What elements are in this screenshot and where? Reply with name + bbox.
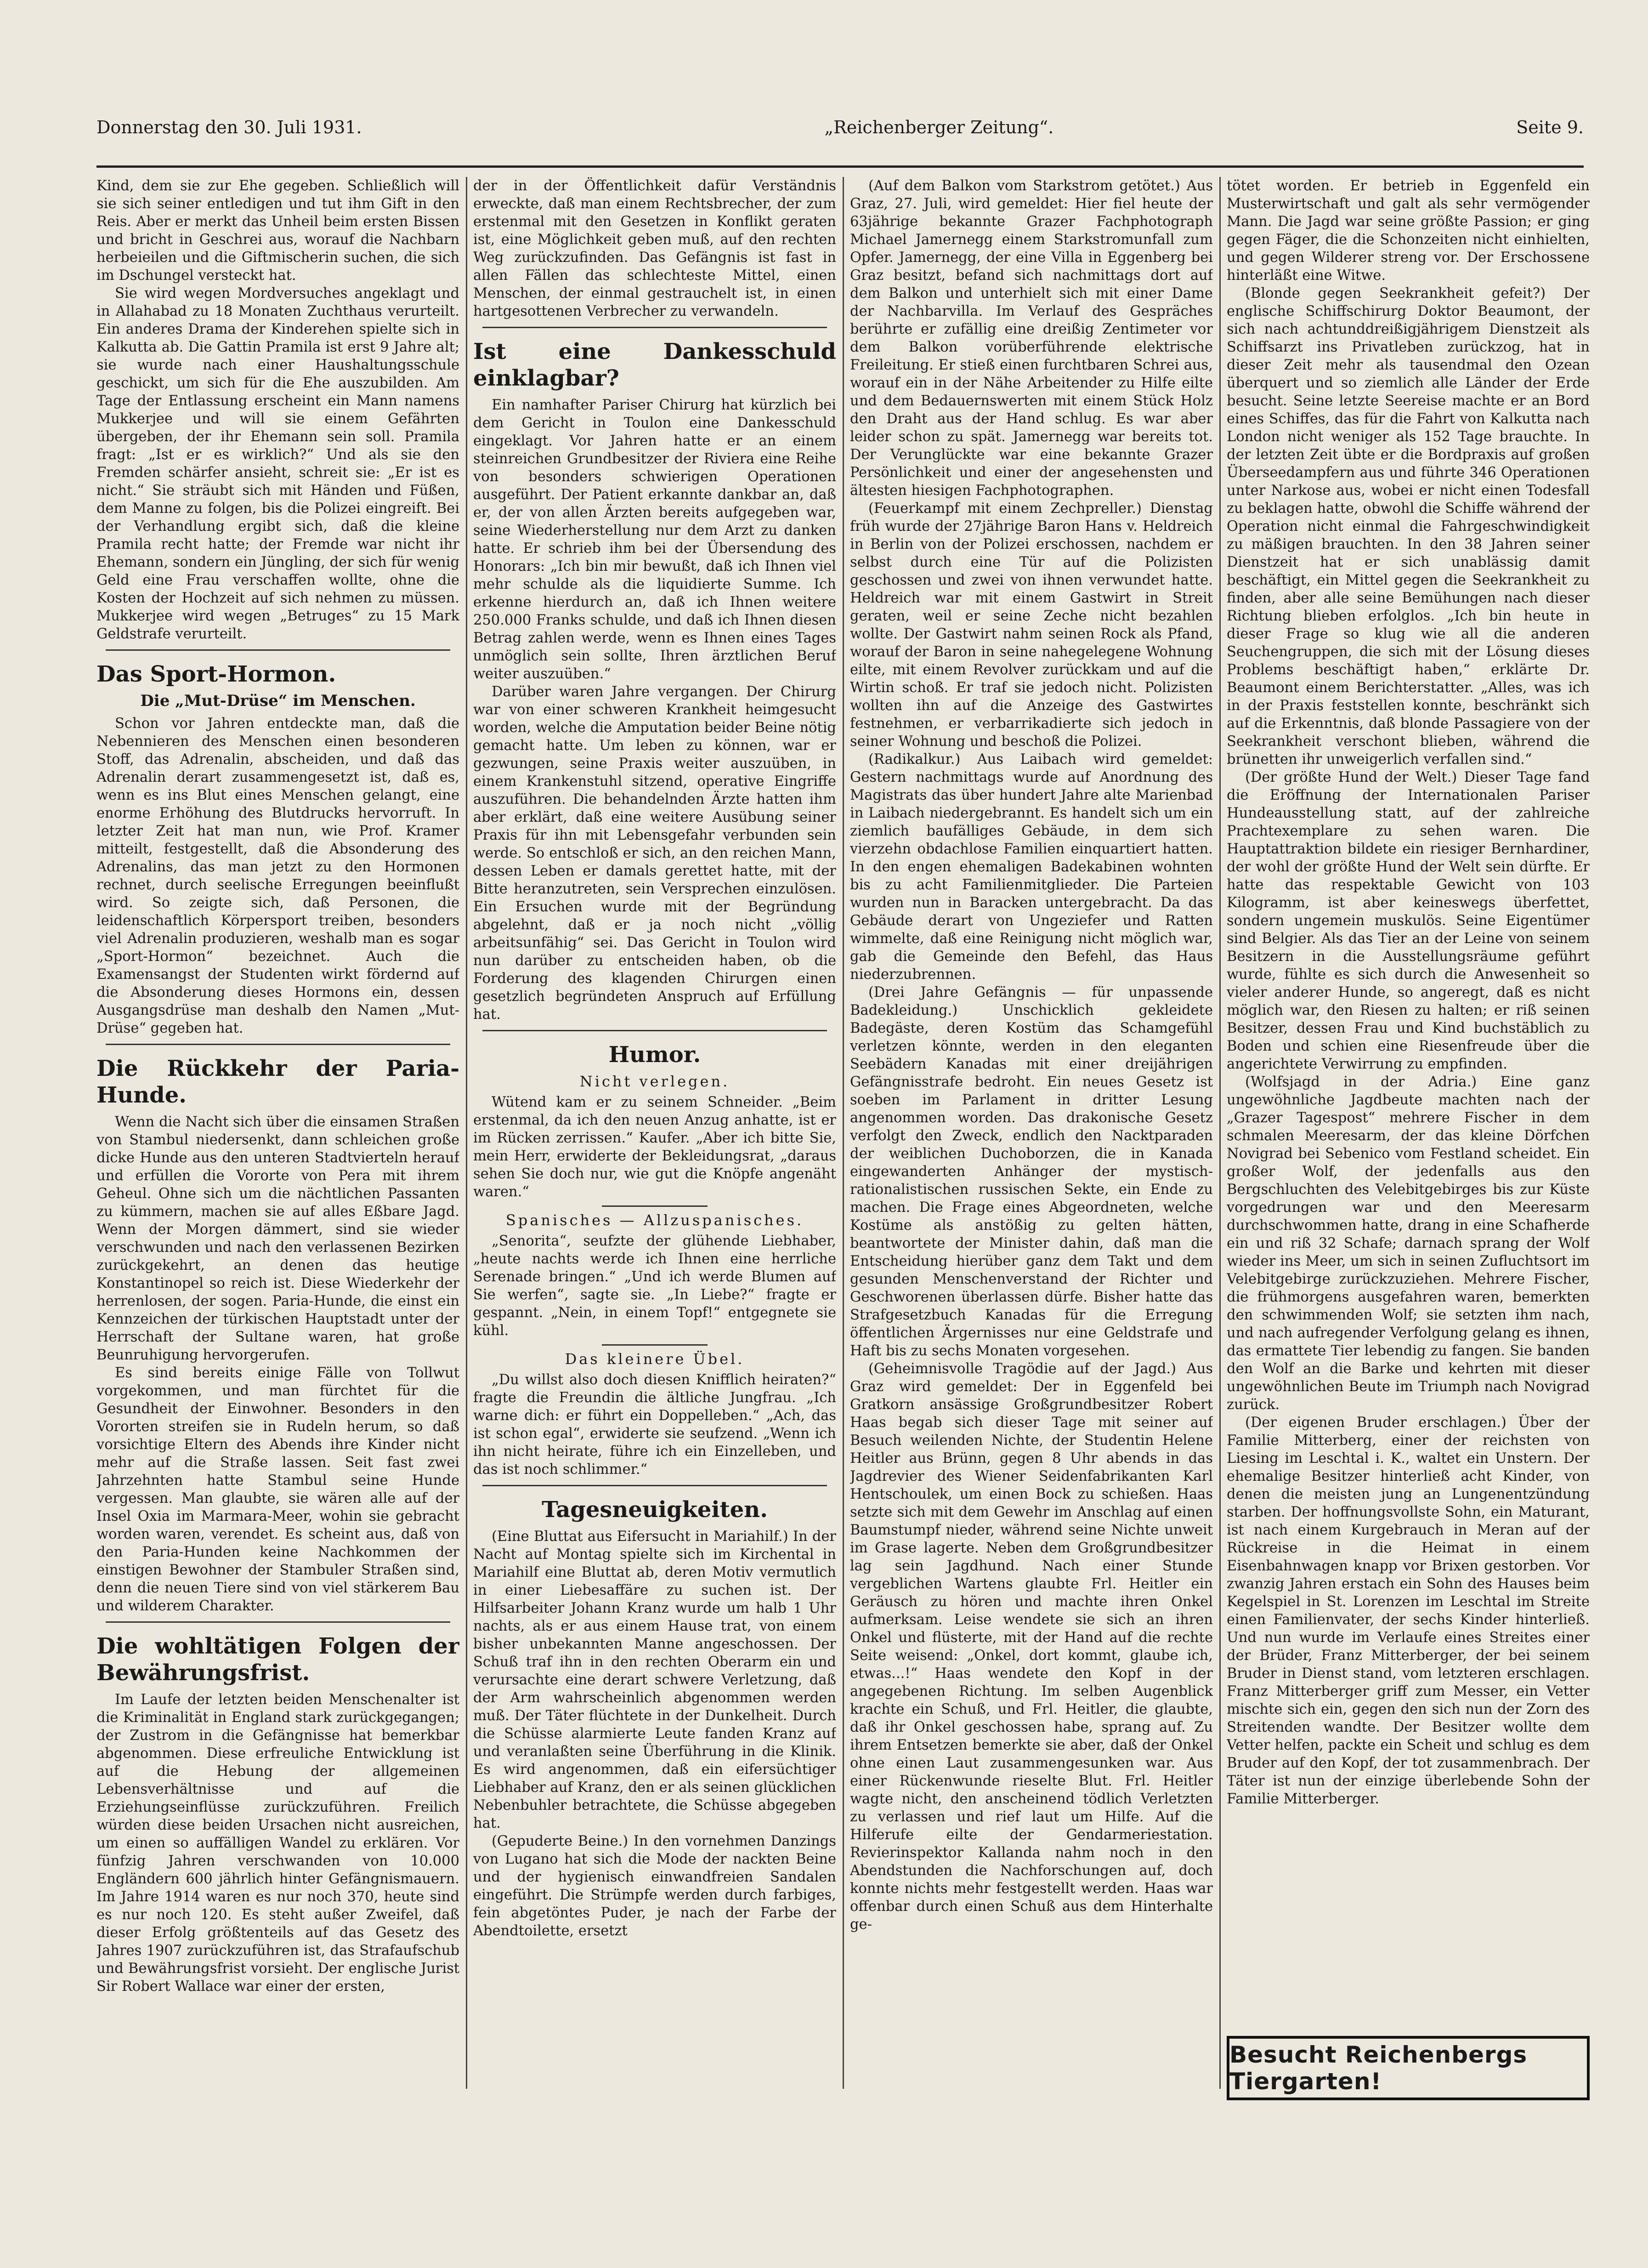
column-3: [850, 177, 1213, 2126]
article-divider: [482, 327, 827, 328]
article-text: Im Laufe der letzten beiden Menschenalter ist die Kriminalität in England stark zurückgegangen; der Zustrom in die Gefängnisse hat bemerkbar abgenommen. Diese erfreuliche Entwicklung ist auf die Hebung der allgemeinen Lebensverhältnisse und auf die Erziehungseinflüsse zurückzuführen. Freilich würden diese beiden Ursachen nicht ausreichen, um einen so auffälligen Wandel zu erklären. Vor fünfzig Jahren verschwanden von 10.000 Engländern 600 jährlich hinter Gefängnismauern. Im Jahre 1914 waren es nur noch 370, heute sind es nur noch 120. Es steht außer Zweifel, daß dieser Erfolg größtenteils auf das Gesetz des Jahres 1907 zurückzuführen ist, das Strafaufschub und Bewährungsfrist vorsieht. Der englische Jurist Sir Robert Wallace war einer der ersten,: [96, 1692, 459, 1995]
article-divider: [106, 1044, 450, 1045]
page-number: Seite 9.: [1516, 117, 1584, 137]
headline-dankesschuld: Ist eine Dankesschuld einklagbar?: [473, 339, 836, 391]
joke-title: Nicht verlegen.: [579, 1073, 730, 1090]
tiergarten-advertisement: [1227, 2036, 1590, 2100]
joke-title: Das kleinere Übel.: [565, 1350, 745, 1368]
article-text: (Drei Jahre Gefängnis — für unpassende Badekleidung.) Unschicklich gekleidete Badegäste, deren Kostüm das Schamgefühl verletzen könnte, werden in den eleganten Seebädern Kanadas mit einer dreijährigen Gefängnisstrafe bedroht. Ein neues Gesetz ist soeben im Parlament in dritter Lesung angenommen worden. Das drakonische Gesetz verfolgt den Zweck, endlich den Nacktparaden der weiblichen Duchoborzen, die in Kanada eingewanderten Anhänger der mystisch-rationalistischen russischen Sekte, ein Ende zu machen. Die Frage eines Abgeordneten, welche Kostüme als anstößig zu gelten hätten, beantwortete der Minister dahin, daß man die Entscheidung hierüber ganz dem Takt und dem gesunden Menschenverstand der Richter und Geschworenen überlassen dürfe. Bisher hatte das Strafgesetzbuch Kanadas für die Erregung öffentlichen Ärgernisses nur eine Geldstrafe und Haft bis zu sechs Monaten vorgesehen.: [850, 984, 1213, 1359]
joke-divider: [602, 1344, 708, 1346]
column-rule: [466, 177, 467, 2089]
article-text: (Der eigenen Bruder erschlagen.) Über der Familie Mitterberg, einer der reichsten von Liesing im Leschtal i. K., waltet ein Unstern. Der ehemalige Besitzer hinterließ acht Kinder, von denen die meisten jung an Lungenentzündung starben. Der hoffnungsvollste Sohn, ein Maturant, ist nach einem Kurgebrauch in Meran auf der Rückreise in die Heimat in einem Eisenbahnwagen knapp vor Brixen gestorben. Vor zwanzig Jahren erstach ein Sohn des Hauses beim Kegelspiel in St. Lorenzen im Leschtal im Streite einen Familienvater, der sechs Kinder hinterließ. Und nun wurde im Verlaufe eines Streites einer der Brüder, Franz Mitterberger, der bei seinem Bruder in Dienst stand, vom letzteren erschlagen. Franz Mitterberger griff zum Messer, ein Vetter mischte sich ein, gegen den sich nun der Zorn des Streitenden wandte. Der Besitzer wollte dem Vetter helfen, packte ein Scheit und schlug es dem Bruder auf den Kopf, der tot zusammenbrach. Der Täter ist nun der einzige überlebende Sohn der Familie Mitterberger.: [1227, 1415, 1590, 1807]
article-text: (Feuerkampf mit einem Zechpreller.) Dienstag früh wurde der 27jährige Baron Hans v. Heldreich in Berlin von der Polizei erschossen, nachdem er selbst durch eine Tür auf die Polizisten geschossen und zwei von ihnen verwundet hatte. Heldreich war mit einem Gastwirt in Streit geraten, weil er seine Zeche nicht bezahlen wollte. Der Gastwirt nahm seinen Rock als Pfand, worauf der Baron in seine nahegelegene Wohnung eilte, mit einem Revolver zurückkam und auf die Wirtin schoß. Er traf sie jedoch nicht. Polizisten wollten ihn auf die Anzeige des Gastwirtes festnehmen, er verbarrikadierte sich jedoch in seiner Wohnung und beschoß die Polizei.: [850, 500, 1213, 750]
subheadline: Die „Mut-Drüse“ im Menschen.: [140, 692, 416, 710]
column-rule: [1219, 177, 1221, 2089]
article-text: tötet worden. Er betrieb in Eggenfeld ein Musterwirtschaft und galt als sehr vermögender Mann. Die Jagd war seine größte Passion; er ging gegen Fäger, die die Schonzeiten nicht einhielten, und gegen Wilderer streng vor. Der Erschossene hinterläßt eine Witwe.: [1227, 178, 1590, 284]
header-rule: [96, 165, 1584, 168]
article-text: Wenn die Nacht sich über die einsamen Straßen von Stambul niedersenkt, dann schleichen große dicke Hunde aus den unteren Stadtvierteln herauf und erfüllen die Vororte von Pera mit ihrem Geheul. Ohne sich um die nächtlichen Passanten zu kümmern, machen sie auf alles Eßbare Jagd. Wenn der Morgen dämmert, sind sie wieder verschwunden und nach den verlassenen Bezirken zurückgekehrt, an denen das heutige Konstantinopel so reich ist. Diese Wiederkehr der herrenlosen, der sogen. Paria-Hunde, die einst ein Kennzeichen der türkischen Hauptstadt unter der Herrschaft der Sultane waren, hat große Beunruhigung hervorgerufen.: [96, 1114, 459, 1363]
newspaper-title: „Reichenberger Zeitung“.: [824, 117, 1054, 137]
article-text: (Wolfsjagd in der Adria.) Eine ganz ungewöhnliche Jagdbeute machten nach der „Grazer Tagespost“ mehrere Fischer in dem schmalen Meeresarm, der das kleine Dörfchen Novigrad bei Sebenico vom Festland scheidet. Ein großer Wolf, der jedenfalls aus den Bergschluchten des Velebitgebirges bis zur Küste vorgedrungen war und den Meeresarm durchschwommen hatte, drang in eine Schafherde ein und riß 32 Schafe; darnach sprang der Wolf wieder ins Meer, um sich in seinen Zufluchtsort im Velebitgebirge zurückzuziehen. Mehrere Fischer, die frühmorgens ausgefahren waren, bemerkten den schwimmenden Wolf; sie setzten ihm nach, und nach aufregender Verfolgung gelang es ihnen, das ermattete Tier lebendig zu fangen. Sie banden den Wolf an die Barke und kehrten mit dieser ungewöhnlichen Beute im Triumph nach Novigrad zurück.: [1227, 1074, 1590, 1413]
article-text: der in der Öffentlichkeit dafür Verständnis erweckte, daß man einem Rechtsbrecher, der zum erstenmal mit den Gesetzen in Konflikt geraten ist, eine Möglichkeit geben muß, auf den rechten Weg zurückzufinden. Das Gefängnis ist fast in allen Fällen das schlechteste Mittel, einen Menschen, der einmal gestrauchelt ist, in einen hartgesottenen Verbrecher zu verwandeln.: [473, 178, 836, 319]
advertisement-text: Besucht Reichenbergs Tiergarten!: [1229, 2041, 1528, 2095]
article-divider: [482, 1030, 827, 1031]
article-text: Wütend kam er zu seinem Schneider. „Beim erstenmal, da ich den neuen Anzug anhatte, ist er im Rücken zerrissen.“ Kaufer. „Aber ich bitte Sie, mein Herr, erwiderte der Bekleidungsrat, „daraus sehen Sie doch nur, wie gut die Knöpfe angenäht waren.“: [473, 1094, 836, 1200]
headline-paria-hunde: Die Rückkehr der Paria-Hunde.: [96, 1056, 459, 1108]
joke-title: Spanisches — Allzuspanisches.: [505, 1211, 804, 1229]
article-text: Ein namhafter Pariser Chirurg hat kürzlich bei dem Gericht in Toulon eine Dankesschuld eingeklagt. Vor Jahren hatte er an einem steinreichen Grundbesitzer der Riviera eine Reihe von besonders schwierigen Operationen ausgeführt. Der Patient erkannte dankbar an, daß er, der von allen Ärzten bereits aufgegeben war, seine Wiederherstellung nur dem Arzt zu danken hatte. Er schrieb ihm bei der Übersendung des Honorars: „Ich bin mir bewußt, daß ich Ihnen viel mehr schulde als die liquidierte Summe. Ich erkenne hierdurch an, daß ich Ihnen weitere 250.000 Franks schulde, und daß ich Ihnen diesen Betrag zahlen werde, wenn es Ihnen eines Tages unmöglich sein sollte, Ihren ärztlichen Beruf weiter auszuüben.“: [473, 397, 836, 682]
article-text: (Eine Bluttat aus Eifersucht in Mariahilf.) In der Nacht auf Montag spielte sich im Kirchental in Mariahilf eine Bluttat ab, deren Motiv vermutlich in einer Liebesaffäre zu suchen ist. Der Hilfsarbeiter Johann Kranz wurde um halb 1 Uhr nachts, als er aus einem Hause trat, von einem bisher unbekannten Manne angeschossen. Der Schuß traf ihn in den rechten Oberarm ein und verursachte eine derart schwere Verletzung, daß der Arm wahrscheinlich abgenommen werden muß. Der Täter flüchtete in der Dunkelheit. Durch die Schüsse alarmierte Leute fanden Kranz auf und veranlaßten seine Überführung in die Klinik. Es wird angenommen, daß ein eifersüchtiger Liebhaber auf Kranz, den er als seinen glücklichen Nebenbuhler betrachtete, die Schüsse abgegeben hat.: [473, 1529, 836, 1831]
article-text: „Du willst also doch diesen Knifflich heiraten?“ fragte die Freundin die ältliche Jungfrau. „Ich warne dich: er führt ein Doppelleben.“ „Ach, das ist schon egal“, erwiderte sie seufzend. „Wenn ich ihn nicht heirate, führe ich ein Einzelleben, und das ist noch schlimmer.“: [473, 1372, 836, 1478]
article-text: (Geheimnisvolle Tragödie auf der Jagd.) Aus Graz wird gemeldet: Der in Eggenfeld bei Gratkorn ansässige Großgrundbesitzer Robert Haas begab sich dieser Tage mit seiner auf Besuch weilenden Nichte, der Studentin Helene Heitler aus Brünn, gegen 8 Uhr abends in das Jagdrevier des Wiener Seidenfabrikanten Karl Hentschoulek, um einen Bock zu schießen. Haas setzte sich mit dem Gewehr im Anschlag auf einen Baumstumpf nieder, während seine Nichte unweit im Grase lagerte. Neben dem Großgrundbesitzer lag sein Jagdhund. Nach einer Stunde vergeblichen Wartens glaubte Frl. Heitler ein Geräusch zu hören und machte ihren Onkel aufmerksam. Leise wendete sie sich an ihren Onkel und flüsterte, mit der Hand auf die rechte Seite weisend: „Onkel, dort kommt, glaube ich, etwas...!“ Haas wendete den Kopf in der angegebenen Richtung. Im selben Augenblick krachte ein Schuß, und Frl. Heitler, die glaubte, daß ihr Onkel geschossen habe, sprang auf. Zu ihrem Entsetzen bemerkte sie aber, daß der Onkel ohne einen Laut zusammengesunken war. Aus einer Rückenwunde rieselte Blut. Frl. Heitler wagte nicht, den anscheinend tödlich Verletzten zu verlassen und rief laut um Hilfe. Auf die Hilferufe eilte der Gendarmeriestation. Revierinspektor Kallanda nahm noch in den Abendstunden die Nachforschungen auf, doch konnte nichts mehr festgestellt werden. Haas war offenbar durch einen Schuß aus dem Hinterhalte ge-: [850, 1361, 1213, 1933]
column-rule: [843, 177, 844, 2089]
article-text: Kind, dem sie zur Ehe gegeben. Schließlich will sie sich seiner entledigen und tut ihm Gift in den Reis. Aber er merkt das Unheil beim ersten Bissen und bricht in Geschrei aus, worauf die Nachbarn herbeieilen und die Giftmischerin suchen, die sich im Dschungel versteckt hat.: [96, 178, 459, 284]
column-1: [96, 177, 459, 2126]
article-text: (Radikalkur.) Aus Laibach wird gemeldet: Gestern nachmittags wurde auf Anordnung des Magistrats das über hundert Jahre alte Marienbad in Laibach niedergebrannt. Es handelt sich um ein ziemlich baufälliges Gebäude, in dem sich vierzehn obdachlose Familien einquartiert hatten. In den engen ehemaligen Badekabinen wohnten bis zu acht Familienmitglieder. Die Parteien wurden nun in Baracken untergebracht. Da das Gebäude derart von Ungeziefer und Ratten wimmelte, daß eine Reinigung nicht möglich war, gab die Gemeinde den Befehl, das Haus niederzubrennen.: [850, 751, 1213, 983]
issue-date: Donnerstag den 30. Juli 1931.: [96, 117, 362, 137]
joke-divider: [602, 1205, 708, 1207]
headline-bewaehrungsfrist: Die wohltätigen Folgen der Bewährungsfrist.: [96, 1633, 459, 1686]
column-2: [473, 177, 836, 2126]
article-text: Sie wird wegen Mordversuches angeklagt und in Allahabad zu 18 Monaten Zuchthaus verurteilt. Ein anderes Drama der Kinderehen spielte sich in Kalkutta ab. Die Gattin Pramila ist erst 9 Jahre alt; sie wurde nach einer Haushaltungsschule geschickt, um sich für die Ehe auszubilden. Am Tage der Entlassung erscheint ein Mann namens Mukkerjee und will sie einem Gefährten übergeben, der ihr Ehemann sein soll. Pramila fragt: „Ist er es wirklich?“ Und als sie den Fremden schärfer ansieht, schreit sie: „Er ist es nicht.“ Sie sträubt sich mit Händen und Füßen, dem Manne zu folgen, bis die Polizei eingreift. Bei der Verhandlung ergibt sich, daß die kleine Pramila recht hatte; der Fremde war nicht ihr Ehemann, sondern ein Jüngling, der sich für wenig Geld eine Frau verschaffen wollte, ohne die Kosten der Hochzeit auf sich nehmen zu müssen. Mukkerjee wird wegen „Betruges“ zu 15 Mark Geldstrafe verurteilt.: [96, 285, 459, 642]
article-text: Es sind bereits einige Fälle von Tollwut vorgekommen, und man fürchtet für die Gesundheit der Einwohner. Besonders in den Vororten streifen sie in Rudeln herum, so daß vorsichtige Eltern des Abends ihre Kinder nicht mehr auf die Straße lassen. Seit fast zwei Jahrzehnten hatte Stambul seine Hunde vergessen. Man glaubte, sie wären alle auf der Insel Oxia im Marmara-Meer, wohin sie gebracht worden waren, verendet. Es scheint aus, daß von den Paria-Hunden keine Nachkommen der einstigen Bewohner der Stambuler Straßen sind, denn die neuen Tiere sind von viel stärkerem Bau und wilderem Charakter.: [96, 1365, 459, 1614]
article-text: Darüber waren Jahre vergangen. Der Chirurg war von einer schweren Krankheit heimgesucht worden, welche die Amputation beider Beine nötig gemacht hatte. Um leben zu können, war er gezwungen, seine Praxis weiter auszuüben, in einem Krankenstuhl sitzend, operative Eingriffe auszuführen. Die behandelnden Ärzte hatten ihm aber erklärt, daß eine weitere Ausübung seiner Praxis für ihn mit Lebensgefahr verbunden sein werde. So entschloß er sich, an den reichen Mann, dessen Leben er damals gerettet hatte, mit der Bitte heranzutreten, sein Versprechen einzulösen. Ein Ersuchen wurde mit der Begründung abgelehnt, daß er ja noch nicht „völlig arbeitsunfähig“ sei. Das Gericht in Toulon wird nun darüber zu entscheiden haben, ob die Forderung des klagenden Chirurgen einen gesetzlich begründeten Anspruch auf Erfüllung hat.: [473, 684, 836, 1023]
article-text: Schon vor Jahren entdeckte man, daß die Nebennieren des Menschen einen besonderen Stoff, das Adrenalin, abscheiden, und daß das Adrenalin derart zusammengesetzt ist, daß es, wenn es ins Blut eines Menschen gelangt, eine enorme Erhöhung des Blutdrucks hervorruft. In letzter Zeit hat man nun, wie Prof. Kramer mitteilt, festgestellt, daß die Absonderung des Adrenalins, das man jetzt zu den Hormonen rechnet, durch seelische Erregungen beeinflußt wird. So zeigte sich, daß Personen, die leidenschaftlich Körpersport treiben, besonders viel Adrenalin produzieren, weshalb man es sogar „Sport-Hormon“ bezeichnet. Auch die Examensangst der Studenten wirkt fördernd auf die Absonderung dieses Hormons ein, dessen Ausgangsdrüse man deshalb den Namen „Mut-Drüse“ gegeben hat.: [96, 716, 459, 1036]
page-header: [96, 117, 1584, 159]
column-4: [1227, 177, 1590, 2020]
article-divider: [106, 649, 450, 651]
article-text: (Auf dem Balkon vom Starkstrom getötet.) Aus Graz, 27. Juli, wird gemeldet: Hier fiel heute der 63jährige bekannte Grazer Fachphotograph Michael Jamernegg einem Starkstromunfall zum Opfer. Jamernegg, der eine Villa in Eggenberg bei Graz besitzt, befand sich nachmittags dort auf dem Balkon und unterhielt sich mit einer Dame der Nachbarvilla. Im Verlauf des Gespräches berührte er zufällig eine dreißig Zentimeter vor dem Balkon vorüberführende elektrische Freileitung. Er stieß einen furchtbaren Schrei aus, worauf ein in der Nähe Arbeitender zu Hilfe eilte und dem Bedauernswerten mit einem Stück Holz den Draht aus der Hand schlug. Es war aber leider schon zu spät. Jamernegg war bereits tot. Der Verunglückte war eine bekannte Grazer Persönlichkeit und einer der angesehensten und ältesten hiesigen Fachphotographen.: [850, 178, 1213, 499]
article-divider: [482, 1485, 827, 1486]
headline-tagesneuigkeiten: Tagesneuigkeiten.: [542, 1497, 768, 1523]
article-text: (Der größte Hund der Welt.) Dieser Tage fand die Eröffnung der Internationalen Pariser Hundeausstellung statt, auf der zahlreiche Prachtexemplare zu sehen waren. Die Hauptattraktion bildete ein riesiger Bernhardiner, der wohl der größte Hund der Welt sein dürfte. Er hatte das respektable Gewicht von 103 Kilogramm, ist aber keineswegs überfettet, sondern ungemein muskulös. Seine Eigentümer sind Belgier. Als das Tier an der Leine von seinem Besitzern in die Ausstellungsräume geführt wurde, fühlte es sich durch die Anwesenheit so vieler anderer Hunde, so angeregt, daß es nicht möglich war, den Riesen zu halten; er riß seinen Besitzer, dessen Frau und Kind buchstäblich zu Boden und schien eine Riesenfreude über die angerichtete Verwirrung zu empfinden.: [1227, 769, 1590, 1072]
article-divider: [106, 1621, 450, 1623]
headline-sport-hormon: Das Sport-Hormon.: [96, 661, 336, 687]
article-text: (Gepuderte Beine.) In den vornehmen Danzings von Lugano hat sich die Mode der nackten Beine und der hygienisch einwandfreien Sandalen eingeführt. Die Strümpfe werden durch farbiges, fein abgetöntes Puder, je nach der Farbe der Abendtoilette, ersetzt: [473, 1833, 836, 1939]
headline-humor: Humor.: [608, 1042, 701, 1068]
article-text: „Senorita“, seufzte der glühende Liebhaber, „heute nachts werde ich Ihnen eine herrliche Serenade bringen.“ „Und ich werde Blumen auf Sie werfen“, sagte sie. „In Liebe?“ fragte er gespannt. „Nein, in einem Topf!“ entgegnete sie kühl.: [473, 1233, 836, 1339]
article-text: (Blonde gegen Seekrankheit gefeit?) Der englische Schiffschirurg Doktor Beaumont, der sich nach achtunddreißigjährigem Dienstzeit als Schiffsarzt ins Privatleben zurückzog, hat in dieser Zeit mehr als tausendmal den Ozean überquert und so ziemlich alle Länder der Erde besucht. Seine letzte Seereise machte er an Bord eines Schiffes, das für die Fahrt von Kalkutta nach London nicht weniger als 152 Tage brauchte. In der letzten Zeit übte er die Bordpraxis auf großen Überseedampfern aus und führte 346 Operationen unter Narkose aus, wobei er nicht einen Todesfall zu beklagen hatte, obwohl die Schiffe während der Operation nicht einmal die Fahrgeschwindigkeit zu mäßigen brauchten. In den 38 Jahren seiner Dienstzeit hat er sich unablässig damit beschäftigt, ein Mittel gegen die Seekrankheit zu finden, aber alle seine Bemühungen nach dieser Richtung blieben erfolglos. „Ich bin heute in dieser Frage so klug wie all die anderen Seuchengruppen, die sich mit der Lösung dieses Problems beschäftigt haben,“ erklärte Dr. Beaumont einem Berichterstatter. „Alles, was ich in der Praxis feststellen konnte, beschränkt sich auf die Erkenntnis, daß blonde Passagiere von der Seekrankheit verschont blieben, während die brünetten ihr unweigerlich verfallen sind.“: [1227, 285, 1590, 767]
